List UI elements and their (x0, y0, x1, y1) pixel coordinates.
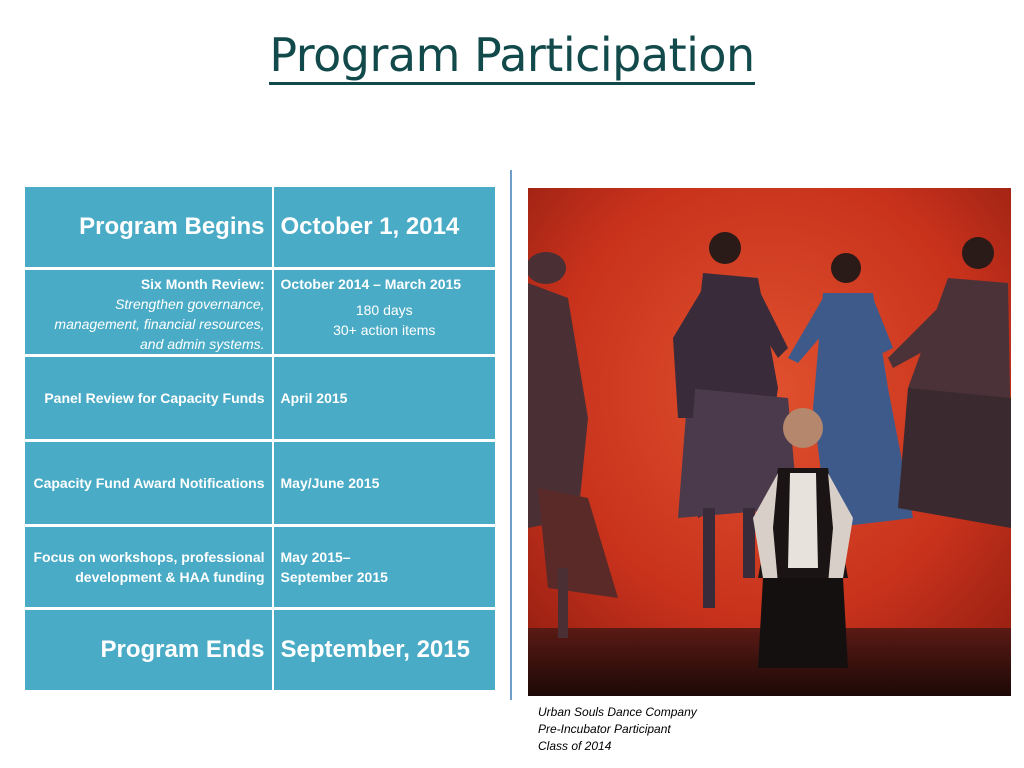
slide-title: Program Participation (269, 28, 754, 85)
row-value (274, 527, 495, 610)
table-row (25, 527, 495, 610)
dance-photo-illustration (528, 188, 1011, 696)
vertical-divider (510, 170, 512, 700)
row-value (274, 270, 495, 357)
table-row (25, 187, 495, 270)
row-value: May/June 2015 (274, 442, 495, 527)
caption-line: Class of 2014 (538, 739, 612, 753)
row-value-days: 180 days (355, 302, 413, 318)
row-label-detail: Strengthen governance, management, financial resources, and admin systems. (54, 296, 265, 352)
row-value-start: May 2015– (280, 549, 351, 565)
row-label-heading: Six Month Review: (140, 276, 265, 292)
row-value: April 2015 (274, 357, 495, 442)
row-value-items: 30+ action items (333, 322, 436, 338)
row-label: Focus on workshops, professional development & HAA funding (25, 527, 274, 610)
table-row (25, 442, 495, 527)
timeline-table (25, 187, 495, 693)
dance-photo (528, 188, 1011, 696)
table-row (25, 357, 495, 442)
row-label (25, 270, 274, 357)
table-row (25, 610, 495, 693)
photo-caption (538, 704, 697, 755)
caption-line: Urban Souls Dance Company (538, 705, 697, 719)
row-label: Panel Review for Capacity Funds (25, 357, 274, 442)
table-row (25, 270, 495, 357)
row-value: September, 2015 (274, 610, 495, 693)
row-label: Program Ends (25, 610, 274, 693)
caption-line: Pre-Incubator Participant (538, 722, 671, 736)
row-value-end: September 2015 (280, 569, 388, 585)
row-label: Capacity Fund Award Notifications (25, 442, 274, 527)
row-value: October 1, 2014 (274, 187, 495, 270)
row-value-dates: October 2014 – March 2015 (280, 276, 462, 292)
row-label: Program Begins (25, 187, 274, 270)
slide-title-wrap (0, 28, 1024, 82)
